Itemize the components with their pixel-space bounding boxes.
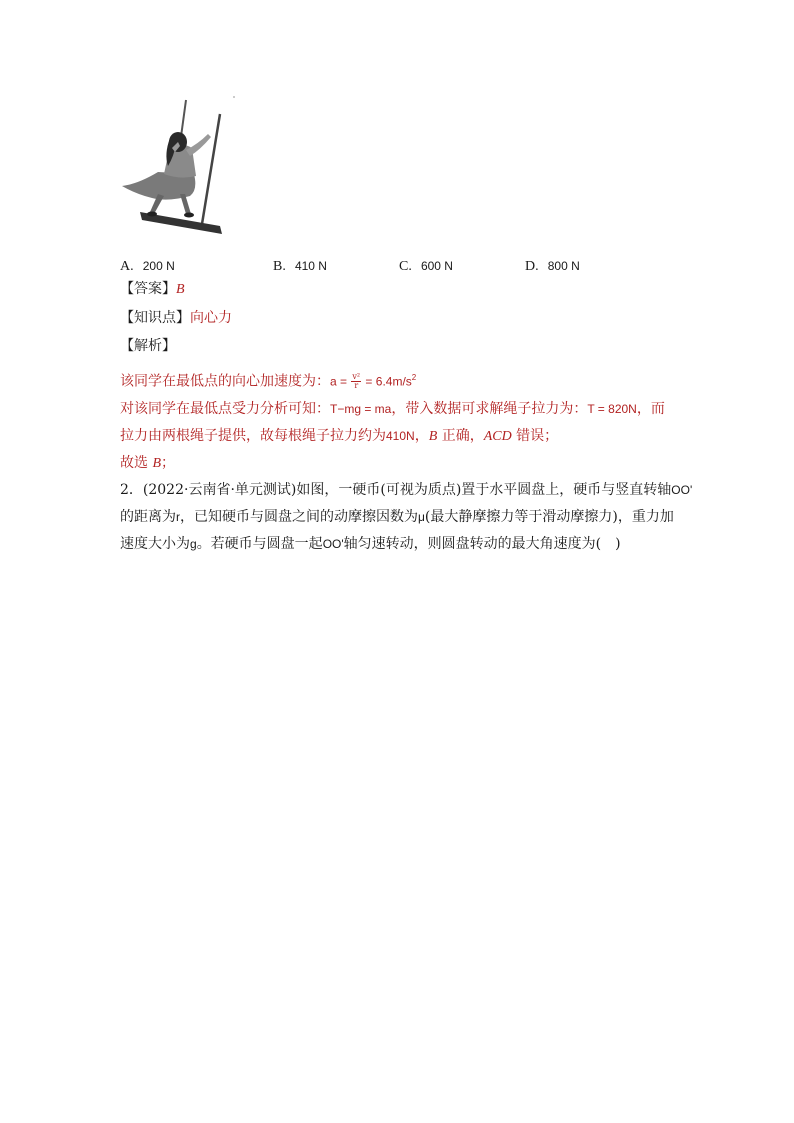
velocity-fraction [351, 373, 361, 390]
radius-symbol: r [176, 510, 180, 524]
option-value: 200 N [142, 259, 175, 273]
line4-text-2: ； [161, 455, 176, 471]
per-rope-tension: 410N [386, 429, 415, 443]
line2-text: 对该同学在最低点受力分析可知： [120, 401, 330, 417]
answer-line [120, 279, 185, 300]
option-c[interactable] [399, 255, 453, 275]
friction-symbol: μ [418, 510, 425, 524]
axis-symbol: OO' [322, 537, 344, 551]
frac-denominator: r [354, 381, 359, 391]
option-letter: A. [120, 259, 134, 274]
swing-girl-illustration [118, 94, 238, 244]
q2-text: ，已知硬币与圆盘之间的动摩擦因数为 [180, 509, 418, 525]
option-b[interactable] [273, 255, 327, 275]
line2-text-2: ，带入数据可求解绳子拉力为： [391, 401, 588, 417]
option-acd-ref: ACD [483, 429, 512, 444]
q2-text: (最大静摩擦力等于滑动摩擦力)，重力加 [424, 509, 674, 525]
formula-sup: 2 [411, 373, 417, 382]
line2-text-3: ，而 [636, 401, 665, 417]
q2-text: 的距离为 [120, 509, 176, 525]
knowledge-label: 【知识点】 [120, 310, 190, 326]
option-a[interactable] [120, 255, 175, 275]
option-value: 600 N [420, 259, 453, 273]
line3-text-3: 正确， [437, 428, 484, 444]
option-letter: B. [273, 259, 286, 274]
axis-symbol: OO' [671, 483, 693, 497]
option-value: 410 N [294, 259, 327, 273]
formula-rhs: = 6.4m/s [362, 374, 412, 389]
answer-value: B [176, 282, 185, 297]
line1-text: 该同学在最低点的向心加速度为： [120, 373, 330, 390]
force-equation: T−mg = ma [330, 402, 392, 416]
option-letter: C. [399, 259, 412, 274]
analysis-line-2 [120, 399, 665, 419]
analysis-line-4 [120, 453, 175, 474]
line3-text-2: ， [414, 428, 429, 444]
option-b-ref: B [428, 429, 438, 444]
tension-value: T = 820N [587, 402, 637, 416]
line4-text: 故选 [120, 455, 153, 471]
line3-text-4: 错误； [511, 428, 559, 444]
answer-label: 【答案】 [120, 281, 176, 297]
option-value: 800 N [547, 259, 580, 273]
analysis-line-3 [120, 426, 558, 447]
q2-text: 。若硬币与圆盘一起 [196, 536, 323, 552]
selected-option: B [152, 456, 162, 471]
option-letter: D. [525, 259, 539, 274]
knowledge-value: 向心力 [190, 310, 232, 326]
q2-text: 速度大小为 [120, 536, 190, 552]
knowledge-line [120, 308, 232, 328]
analysis-line-1 [120, 368, 416, 392]
analysis-label: 【解析】 [120, 338, 176, 354]
question-2-line-1 [120, 480, 692, 500]
q2-text: 2．(2022·云南省·单元测试)如图，一硬币(可视为质点)置于水平圆盘上，硬币与竖直转轴 [120, 482, 672, 498]
option-d[interactable] [525, 255, 580, 275]
gravity-symbol: g [190, 537, 197, 551]
question-2-line-3 [120, 534, 621, 554]
q2-text: 轴匀速转动，则圆盘转动的最大角速度为( ) [343, 536, 621, 552]
frac-numerator: v² [352, 372, 361, 382]
line3-text: 拉力由两根绳子提供，故每根绳子拉力约为 [120, 428, 386, 444]
question-2-line-2 [120, 507, 674, 527]
formula-lhs: a = [330, 374, 351, 389]
